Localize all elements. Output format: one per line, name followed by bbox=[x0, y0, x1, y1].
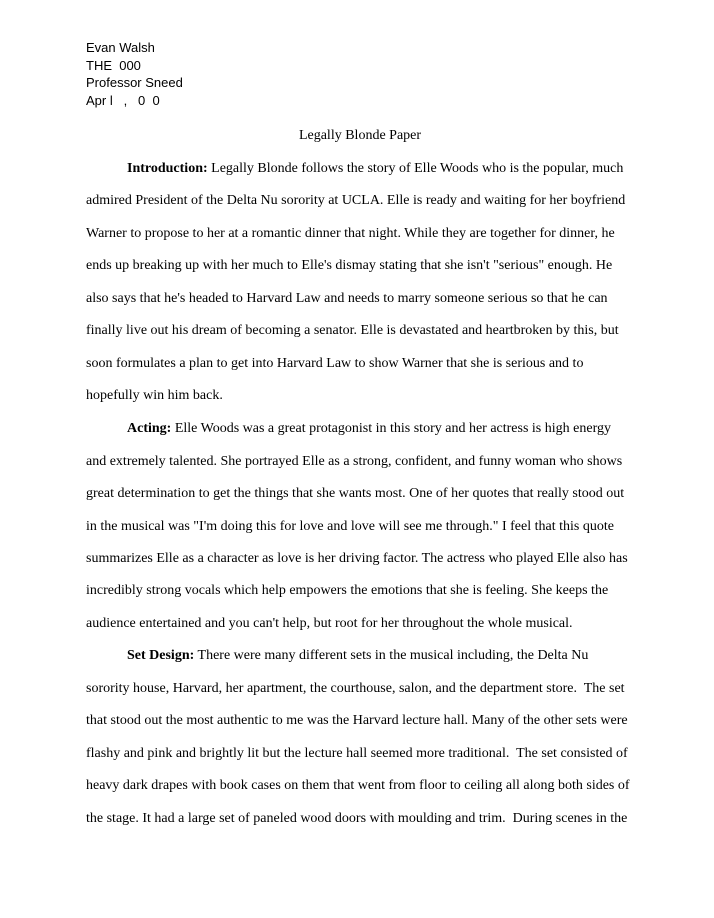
paragraph-line: that stood out the most authentic to me was the Harvard lecture hall. Many of the other sets were bbox=[86, 713, 628, 728]
paragraph-line: sorority house, Harvard, her apartment, the courthouse, salon, and the department store. The set bbox=[86, 681, 625, 696]
section-heading: Set Design: bbox=[127, 648, 195, 663]
paragraph-line: flashy and pink and brightly lit but the lecture hall seemed more traditional. The set consisted of bbox=[86, 746, 628, 761]
author-name: Evan Walsh bbox=[86, 40, 155, 55]
paper-title: Legally Blonde Paper bbox=[298, 128, 422, 143]
paper-date: Apr l , 0 0 bbox=[86, 92, 160, 108]
paragraph-line: soon formulates a plan to get into Harvard Law to show Warner that she is serious and to bbox=[86, 356, 584, 371]
paragraph-line: also says that he's headed to Harvard Law and needs to marry someone serious so that he can bbox=[86, 291, 608, 306]
paragraph-line: finally live out his dream of becoming a senator. Elle is devastated and heartbroken by this, but bbox=[86, 323, 619, 338]
section-heading: Introduction: bbox=[127, 161, 208, 176]
paragraph-line: summarizes Elle as a character as love is her driving factor. The actress who played Elle also has bbox=[86, 551, 628, 566]
paragraph-line: hopefully win him back. bbox=[86, 388, 223, 403]
paragraph-line: Acting: Elle Woods was a great protagonist in this story and her actress is high energy bbox=[127, 421, 611, 436]
paragraph-line: ends up breaking up with her much to Elle's dismay stating that she isn't "serious" enough. He bbox=[86, 258, 613, 273]
paragraph-line: incredibly strong vocals which help empowers the emotions that she is feeling. She keeps the bbox=[86, 583, 609, 598]
paragraph-line: great determination to get the things that she wants most. One of her quotes that really stood out bbox=[86, 486, 625, 501]
professor-name: Professor Sneed bbox=[86, 75, 183, 90]
paragraph-line: Introduction: Legally Blonde follows the story of Elle Woods who is the popular, much bbox=[127, 161, 624, 176]
student-header bbox=[86, 39, 183, 109]
course-code: THE 000 bbox=[86, 57, 141, 73]
paragraph-line: and extremely talented. She portrayed Elle as a strong, confident, and funny woman who shows bbox=[86, 454, 623, 469]
paragraph-line: Warner to propose to her at a romantic dinner that night. While they are together for dinner, he bbox=[86, 226, 615, 241]
paragraph-line: audience entertained and you can't help, but root for her throughout the whole musical. bbox=[86, 616, 573, 631]
paragraph-line: the stage. It had a large set of paneled wood doors with moulding and trim. During scenes in the bbox=[86, 811, 628, 826]
section-heading: Acting: bbox=[127, 421, 172, 436]
paragraph-line: Set Design: There were many different sets in the musical including, the Delta Nu bbox=[127, 648, 589, 663]
paragraph-line: heavy dark drapes with book cases on them that went from floor to ceiling all along both sides of bbox=[86, 778, 630, 793]
paragraph-line: in the musical was "I'm doing this for love and love will see me through." I feel that this quote bbox=[86, 519, 614, 534]
paragraph-line: admired President of the Delta Nu sorority at UCLA. Elle is ready and waiting for her boyfriend bbox=[86, 193, 626, 208]
